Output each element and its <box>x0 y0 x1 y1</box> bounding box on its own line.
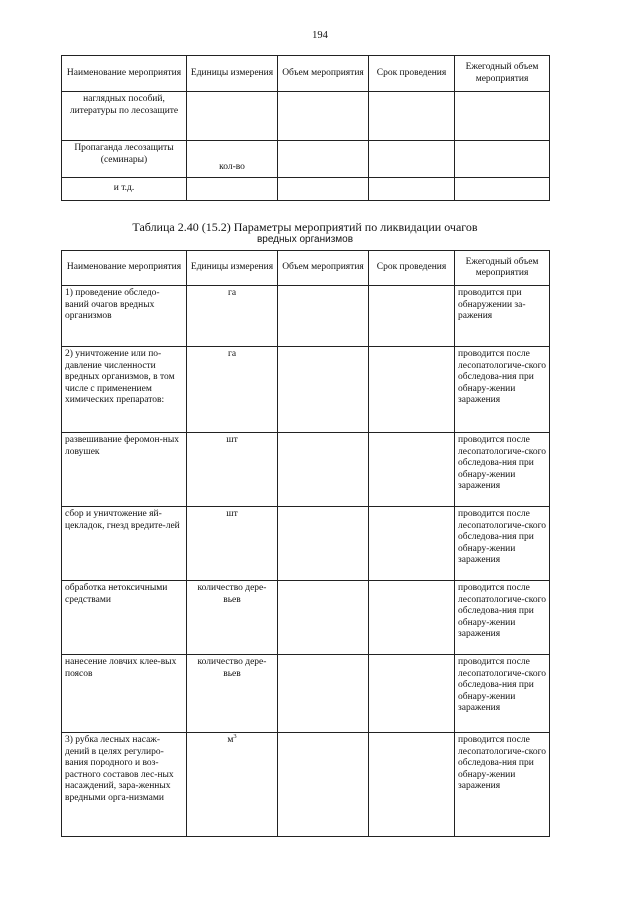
table-row <box>62 286 550 347</box>
cell-units <box>187 733 278 837</box>
cell-term <box>369 178 455 201</box>
table-row <box>62 92 550 141</box>
header-volume: Объем мероприятия <box>278 56 369 92</box>
table-caption <box>61 221 549 245</box>
cell-volume <box>278 433 369 507</box>
header-units: Единицы измерения <box>187 251 278 286</box>
cell-name: 2) уничтожение или по-давление численности вредных организмов, в том числе с применением химических препаратов: <box>62 347 187 433</box>
cell-volume <box>278 507 369 581</box>
page-number: 194 <box>312 30 328 41</box>
cell-units <box>187 178 278 201</box>
cell-units: кол-во <box>187 141 278 178</box>
cell-volume <box>278 733 369 837</box>
cell-annual: проводится после лесопатологиче-ского обследова-ния при обнару-жении заражения <box>455 581 550 655</box>
cell-volume <box>278 92 369 141</box>
cell-name: нанесение ловчих клее-вых поясов <box>62 655 187 733</box>
cell-annual: проводится после лесопатологиче-ского обследова-ния при обнару-жении заражения <box>455 433 550 507</box>
cell-units <box>187 92 278 141</box>
cell-name: обработка нетоксичными средствами <box>62 581 187 655</box>
cell-units: количество дере-вьев <box>187 655 278 733</box>
table-row <box>62 347 550 433</box>
table-header-row <box>62 251 550 286</box>
cell-term <box>369 733 455 837</box>
cell-units: га <box>187 286 278 347</box>
header-annual-volume: Ежегодный объем мероприятия <box>455 56 550 92</box>
cell-volume <box>278 655 369 733</box>
cell-name: наглядных пособий, литературы по лесозащите <box>62 92 187 141</box>
cell-annual: проводится после лесопатологиче-ского обследова-ния при обнару-жении заражения <box>455 507 550 581</box>
cell-annual <box>455 178 550 201</box>
cell-term <box>369 507 455 581</box>
cell-annual: проводится после лесопатологиче-ского обследова-ния при обнару-жении заражения <box>455 347 550 433</box>
caption-subtitle: вредных организмов <box>256 234 354 245</box>
cell-term <box>369 433 455 507</box>
cell-units: шт <box>187 507 278 581</box>
cell-term <box>369 347 455 433</box>
cell-volume <box>278 178 369 201</box>
table-header-row <box>62 56 550 92</box>
cell-term <box>369 655 455 733</box>
cell-annual <box>455 92 550 141</box>
unit-superscript: 3 <box>233 732 237 740</box>
table-row <box>62 507 550 581</box>
header-annual-volume: Ежегодный объем мероприятия <box>455 251 550 286</box>
cell-annual <box>455 141 550 178</box>
header-units: Единицы измерения <box>187 56 278 92</box>
cell-name: Пропаганда лесозащиты (семинары) <box>62 141 187 178</box>
unit-text: м <box>227 735 234 745</box>
cell-name: развешивание феромон-ных ловушек <box>62 433 187 507</box>
cell-term <box>369 141 455 178</box>
measures-table-continued <box>61 55 550 201</box>
cell-units: шт <box>187 433 278 507</box>
table-row <box>62 141 550 178</box>
table-row <box>62 433 550 507</box>
table-row <box>62 733 550 837</box>
cell-volume <box>278 286 369 347</box>
table-row <box>62 655 550 733</box>
cell-annual: проводится после лесопатологиче-ского обследова-ния при обнару-жении заражения <box>455 733 550 837</box>
cell-annual: проводится после лесопатологиче-ского обследова-ния при обнару-жении заражения <box>455 655 550 733</box>
header-name: Наименование мероприятия <box>62 56 187 92</box>
cell-term <box>369 92 455 141</box>
cell-volume <box>278 347 369 433</box>
cell-annual: проводится при обнаружении за-ражения <box>455 286 550 347</box>
table-row <box>62 178 550 201</box>
pest-outbreak-measures-table <box>61 250 550 837</box>
cell-term <box>369 286 455 347</box>
cell-name: 3) рубка лесных насаж-дений в целях регулиро-вания породного и воз-растного составов лес-ных насаждений, зара-женных вредными орга-низмами <box>62 733 187 837</box>
header-term: Срок проведения <box>369 251 455 286</box>
header-volume: Объем мероприятия <box>278 251 369 286</box>
header-name: Наименование мероприятия <box>62 251 187 286</box>
header-term: Срок проведения <box>369 56 455 92</box>
table-row <box>62 581 550 655</box>
cell-name: 1) проведение обследо-ваний очагов вредных организмов <box>62 286 187 347</box>
cell-units: га <box>187 347 278 433</box>
cell-name: сбор и уничтожение яй-цекладок, гнезд вредите-лей <box>62 507 187 581</box>
cell-volume <box>278 581 369 655</box>
cell-volume <box>278 141 369 178</box>
caption-title: Таблица 2.40 (15.2) Параметры мероприятий по ликвидации очагов <box>132 220 478 234</box>
cell-term <box>369 581 455 655</box>
cell-name: и т.д. <box>62 178 187 201</box>
cell-units: количество дере-вьев <box>187 581 278 655</box>
